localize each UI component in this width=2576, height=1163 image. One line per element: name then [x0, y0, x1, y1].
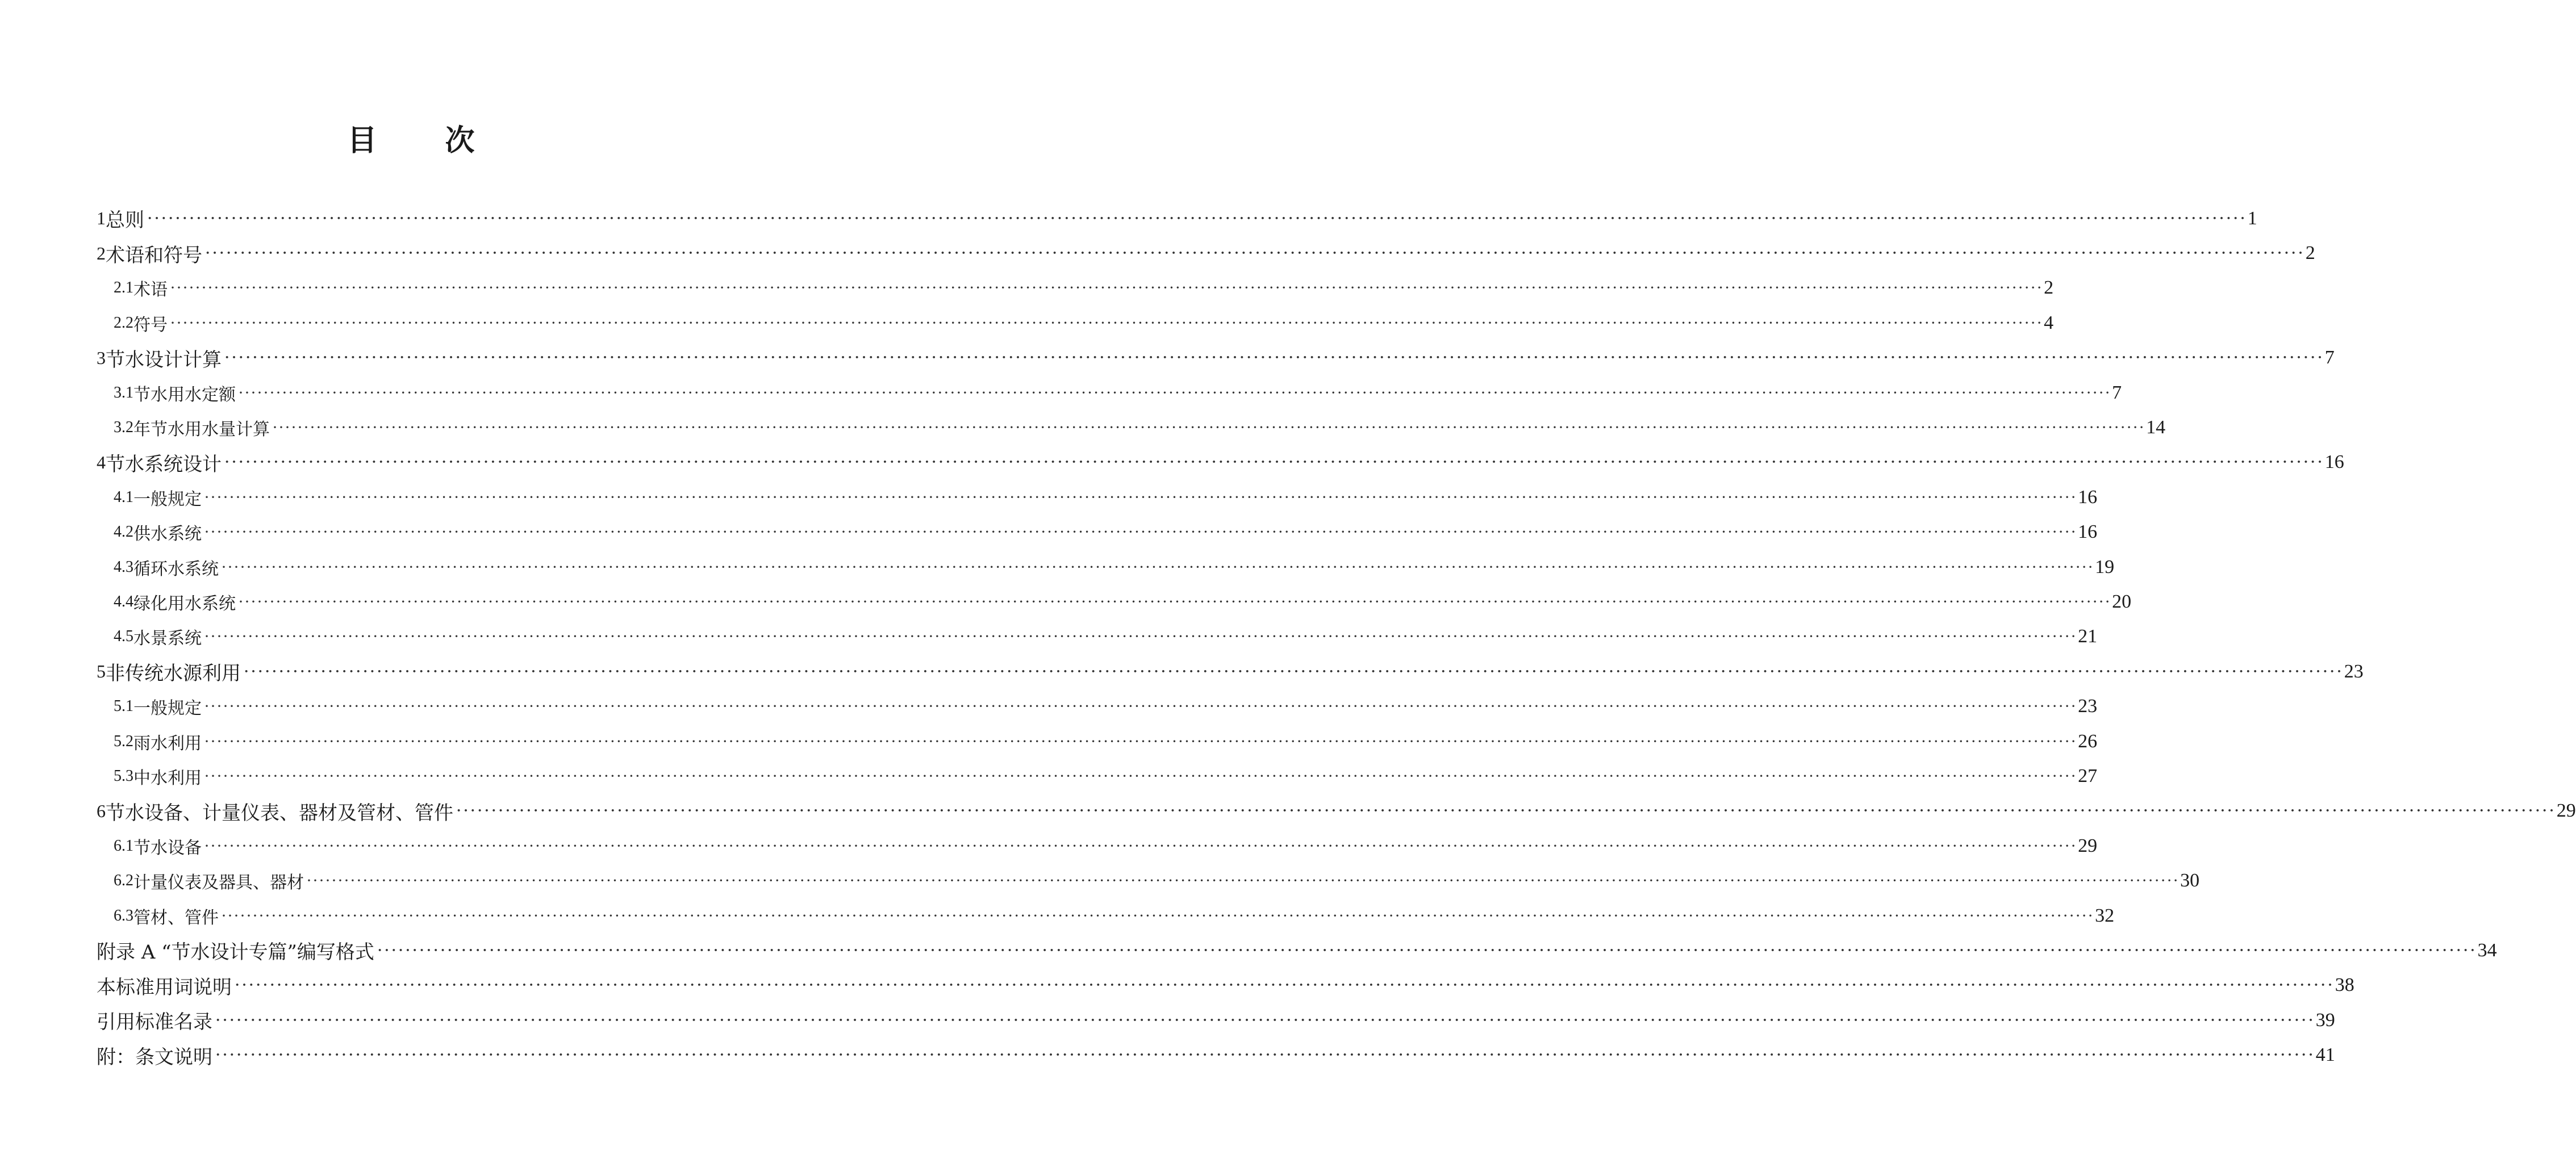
dot-leader: ············································································································································································································································································································: [204, 766, 2077, 785]
toc-entry-page: 23: [2344, 660, 2364, 682]
title-char-1: 目: [347, 123, 377, 158]
toc-entry-title: 附：条文说明: [97, 1045, 212, 1069]
toc-entry-page: 29: [2556, 800, 2576, 822]
toc-entry-title: 本标准用词说明: [97, 976, 232, 999]
toc-entry-title: 一般规定: [133, 489, 202, 509]
toc-entry-title: 引用标准名录: [97, 1011, 212, 1034]
toc-entry-1[interactable]: [97, 201, 2257, 236]
toc-entry-title: 总则: [106, 209, 144, 232]
toc-entry-number: 4.4: [114, 592, 133, 610]
dot-leader: ············································································································································································································································································································: [204, 242, 2304, 264]
toc-entry-title: 节水设计计算: [106, 348, 222, 371]
toc-entry-number: 6.3: [114, 906, 133, 924]
dot-leader: ············································································································································································································································································································: [238, 383, 2111, 402]
toc-entry-2-1[interactable]: [97, 271, 2054, 306]
toc-entry-number: 6.1: [114, 836, 133, 855]
dot-leader: ············································································································································································································································································································: [204, 627, 2077, 646]
dot-leader: ············································································································································································································································································································: [376, 939, 2477, 961]
toc-entry-number: 5.2: [114, 732, 133, 750]
toc-entry-title: 年节水用水量计算: [133, 420, 270, 440]
toc-entry-title: 雨水利用: [133, 733, 202, 754]
toc-entry-number: 4.2: [114, 523, 133, 541]
toc-entry-page: 23: [2078, 696, 2098, 717]
toc-entry-6-1[interactable]: [97, 829, 2098, 863]
toc-entry-4-1[interactable]: [97, 480, 2098, 514]
dot-leader: ············································································································································································································································································································: [147, 207, 2247, 229]
toc-entry-3-2[interactable]: [97, 410, 2166, 445]
dot-leader: ············································································································································································································································································································: [204, 697, 2077, 716]
toc-entry-title: 术语和符号: [106, 244, 202, 267]
toc-entry-6-3[interactable]: [97, 898, 2115, 933]
toc-entry-page: 14: [2146, 417, 2166, 438]
toc-entry-5-1[interactable]: [97, 689, 2098, 723]
toc-entry-number: 5.3: [114, 767, 133, 785]
dot-leader: ············································································································································································································································································································: [224, 451, 2324, 473]
dot-leader: ············································································································································································································································································································: [272, 418, 2145, 437]
dot-leader: ············································································································································································································································································································: [204, 522, 2077, 542]
toc-entry-number: 6: [97, 800, 106, 821]
toc-entry-references[interactable]: [97, 1003, 2335, 1038]
toc-entry-title: 计量仪表及器具、器材: [133, 873, 304, 893]
dot-leader: ············································································································································································································································································································: [456, 800, 2556, 822]
toc-entry-number: 3.2: [114, 419, 133, 437]
toc-entry-5-2[interactable]: [97, 724, 2098, 759]
toc-entry-3-1[interactable]: [97, 375, 2122, 410]
toc-entry-4-5[interactable]: [97, 620, 2098, 654]
toc-entry-6[interactable]: [97, 794, 2576, 829]
toc-entry-page: 19: [2095, 556, 2115, 578]
toc-entry-number: 4.1: [114, 488, 133, 506]
toc-entry-page: 16: [2324, 451, 2344, 473]
toc-entry-2[interactable]: [97, 236, 2315, 270]
toc-entry-title: 节水用水定额: [133, 384, 236, 405]
toc-entry-title: 循环水系统: [133, 559, 219, 579]
toc-entry-number: 6.2: [114, 872, 133, 890]
dot-leader: ············································································································································································································································································································: [221, 557, 2094, 576]
toc-entry-2-2[interactable]: [97, 306, 2054, 340]
toc-entry-page: 4: [2044, 312, 2054, 333]
toc-entry-title: 管材、管件: [133, 907, 219, 928]
toc-entry-title: 术语: [133, 280, 168, 300]
toc-entry-explanation[interactable]: [97, 1038, 2335, 1072]
toc-entry-page: 16: [2078, 486, 2098, 508]
toc-entry-title: 水景系统: [133, 629, 202, 649]
toc-entry-title: 符号: [133, 315, 168, 335]
toc-entry-4-2[interactable]: [97, 515, 2098, 550]
toc-entry-title: 中水利用: [133, 768, 202, 788]
toc-entry-number: 2: [97, 242, 106, 263]
toc-entry-number: 5: [97, 661, 106, 682]
toc-entry-title: 节水设备: [133, 838, 202, 858]
toc-entry-number: 4.5: [114, 627, 133, 646]
dot-leader: ············································································································································································································································································································: [221, 906, 2094, 925]
dot-leader: ············································································································································································································································································································: [224, 347, 2324, 369]
toc-entry-appendix-a[interactable]: [97, 933, 2497, 968]
toc-entry-title: 节水设备、计量仪表、器材及管材、管件: [106, 801, 453, 825]
dot-leader: ············································································································································································································································································································: [238, 592, 2111, 611]
toc-entry-page: 38: [2335, 974, 2354, 996]
dot-leader: ············································································································································································································································································································: [243, 660, 2343, 682]
table-of-contents: [97, 201, 2576, 1073]
toc-entry-4[interactable]: [97, 445, 2344, 480]
toc-entry-page: 1: [2247, 207, 2257, 229]
toc-entry-page: 20: [2112, 591, 2132, 612]
toc-entry-title: 供水系统: [133, 524, 202, 545]
title-char-2: 次: [445, 123, 475, 158]
toc-entry-number: 3: [97, 347, 106, 368]
toc-entry-page: 32: [2095, 905, 2115, 926]
page-title: [0, 123, 822, 158]
toc-entry-5[interactable]: [97, 654, 2364, 689]
toc-entry-page: 16: [2078, 521, 2098, 543]
toc-entry-number: 1: [97, 208, 106, 229]
toc-entry-title: 非传统水源利用: [106, 662, 241, 685]
toc-entry-page: 34: [2477, 939, 2497, 961]
toc-entry-page: 41: [2315, 1044, 2335, 1066]
toc-entry-number: 2.2: [114, 313, 133, 332]
dot-leader: ············································································································································································································································································································: [204, 487, 2077, 507]
dot-leader: ············································································································································································································································································································: [170, 313, 2043, 332]
dot-leader: ············································································································································································································································································································: [204, 731, 2077, 751]
dot-leader: ············································································································································································································································································································: [234, 974, 2334, 996]
toc-entry-page: 2: [2305, 242, 2315, 264]
toc-entry-page: 27: [2078, 765, 2098, 787]
toc-entry-number: 5.1: [114, 697, 133, 716]
toc-entry-page: 21: [2078, 626, 2098, 647]
toc-entry-5-3[interactable]: [97, 759, 2098, 793]
toc-entry-3[interactable]: [97, 341, 2335, 375]
dot-leader: ············································································································································································································································································································: [215, 1044, 2315, 1066]
toc-entry-page: 2: [2044, 277, 2054, 299]
toc-entry-number: 2.1: [114, 279, 133, 297]
toc-entry-page: 29: [2078, 835, 2098, 856]
toc-entry-page: 7: [2112, 382, 2122, 403]
toc-entry-page: 26: [2078, 730, 2098, 752]
toc-entry-title: 附录 A “节水设计专篇”编写格式: [97, 941, 374, 964]
toc-entry-title: 绿化用水系统: [133, 593, 236, 614]
dot-leader: ············································································································································································································································································································: [215, 1009, 2315, 1031]
toc-entry-number: 3.1: [114, 383, 133, 401]
dot-leader: ············································································································································································································································································································: [306, 871, 2180, 890]
toc-entry-page: 7: [2324, 347, 2335, 369]
toc-entry-number: 4.3: [114, 558, 133, 576]
toc-entry-title: 节水系统设计: [106, 453, 222, 476]
dot-leader: ············································································································································································································································································································: [204, 836, 2077, 855]
dot-leader: ············································································································································································································································································································: [170, 278, 2043, 298]
toc-entry-page: 39: [2315, 1009, 2335, 1031]
toc-entry-page: 30: [2180, 870, 2200, 892]
toc-entry-wording[interactable]: [97, 968, 2354, 1003]
toc-entry-6-2[interactable]: [97, 863, 2200, 898]
toc-entry-4-4[interactable]: [97, 584, 2132, 619]
toc-entry-4-3[interactable]: [97, 550, 2115, 584]
toc-entry-title: 一般规定: [133, 698, 202, 719]
toc-entry-number: 4: [97, 451, 106, 472]
